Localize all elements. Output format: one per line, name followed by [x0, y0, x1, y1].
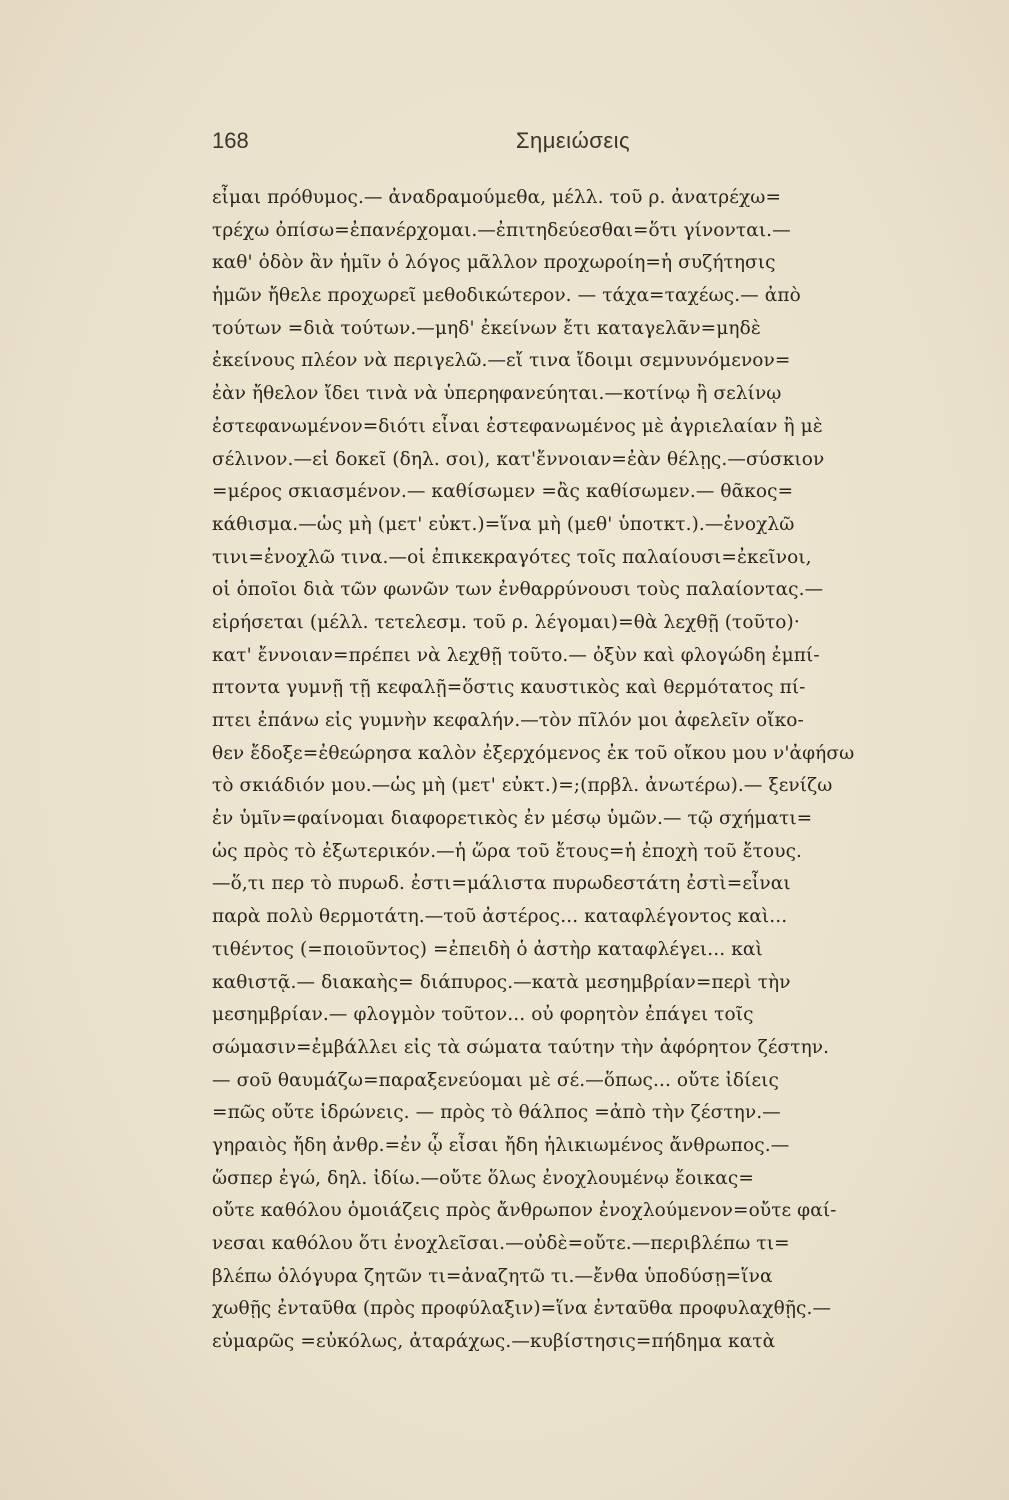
text-line: σέλινον.—εἰ δοκεῖ (δηλ. σοι), κατ'ἔννοιαν=ἐὰν θέλῃς.—σύσκιον	[212, 448, 825, 470]
text-line: μεσημβρίαν.— φλογμὸν τοῦτον... οὐ φορητὸν ἐπάγει τοῖς	[212, 1004, 754, 1026]
text-line: θεν ἔδοξε=ἐθεώρησα καλὸν ἐξερχόμενος ἐκ τοῦ οἴκου μου ν'ἀφήσω	[212, 742, 855, 764]
text-line: τὸ σκιάδιόν μου.—ὡς μὴ (μετ' εὐκτ.)=;(πρβλ. ἀνωτέρω).— ξενίζω	[212, 775, 833, 797]
text-line: οἱ ὁποῖοι διὰ τῶν φωνῶν των ἐνθαρρύνουσι τοὺς παλαίοντας.—	[212, 579, 824, 601]
text-line: εἶμαι πρόθυμος.— ἀναδραμούμεθα, μέλλ. τοῦ ρ. ἀνατρέχω=	[212, 187, 782, 208]
text-line: =μέρος σκιασμένον.— καθίσωμεν =ἂς καθίσωμεν.— θᾶκος=	[212, 481, 794, 503]
text-line: χωθῇς ἐνταῦθα (πρὸς προφύλαξιν)=ἵνα ἐνταῦθα προφυλαχθῇς.—	[212, 1298, 832, 1320]
text-line: γηραιὸς ἤδη ἀνθρ.=ἐν ᾧ εἶσαι ἤδη ἡλικιωμένος ἄνθρωπος.—	[212, 1134, 790, 1156]
text-line: ἡμῶν ἤθελε προχωρεῖ μεθοδικώτερον. — τάχα=ταχέως.— ἀπὸ	[212, 285, 801, 307]
text-line: τιθέντος (=ποιοῦντος) =ἐπειδὴ ὁ ἀστὴρ καταφλέγει... καὶ	[212, 938, 763, 960]
text-line: —ὅ,τι περ τὸ πυρωδ. ἐστι=μάλιστα πυρωδεστάτη ἐστὶ=εἶναι	[212, 873, 791, 895]
text-line: τρέχω ὀπίσω=ἐπανέρχομαι.—ἐπιτηδεύεσθαι=ὅτι γίνονται.—	[212, 219, 791, 241]
text-line: τινι=ἐνοχλῶ τινα.—οἱ ἐπικεκραγότες τοῖς παλαίουσι=ἐκεῖνοι,	[212, 546, 812, 568]
text-line: κάθισμα.—ὡς μὴ (μετ' εὐκτ.)=ἵνα μὴ (μεθ' ὑποτκτ.).—ἐνοχλῶ	[212, 513, 795, 535]
text-line: =πῶς οὔτε ἱδρώνεις. — πρὸς τὸ θάλπος =ἀπὸ τὴν ζέστην.—	[212, 1102, 781, 1124]
text-line: ἐν ὑμῖν=φαίνομαι διαφορετικὸς ἐν μέσῳ ὑμῶν.— τῷ σχήματι=	[212, 808, 813, 830]
text-line: εἰρήσεται (μέλλ. τετελεσμ. τοῦ ρ. λέγομαι)=θὰ λεχθῇ (τοῦτο)·	[212, 611, 800, 633]
text-line: βλέπω ὁλόγυρα ζητῶν τι=ἀναζητῶ τι.—ἔνθα ὑποδύσῃ=ἵνα	[212, 1265, 773, 1287]
text-line: οὔτε καθόλου ὁμοιάζεις πρὸς ἄνθρωπον ἐνοχλούμενον=οὔτε φαί-	[212, 1200, 837, 1222]
text-line: πτει ἐπάνω εἰς γυμνὴν κεφαλήν.—τὸν πῖλόν μοι ἀφελεῖν οἴκο-	[212, 710, 804, 731]
notes-body	[212, 182, 934, 1359]
text-line: καθιστᾷ.— διακαὴς= διάπυρος.—κατὰ μεσημβρίαν=περὶ τὴν	[212, 971, 791, 993]
page-number: 168	[212, 128, 249, 153]
text-line: ἐστεφανωμένον=διότι εἶναι ἐστεφανωμένος μὲ ἀγριελαίαν ἢ μὲ	[212, 415, 823, 437]
text-line: κατ' ἔννοιαν=πρέπει νὰ λεχθῇ τοῦτο.— ὀξὺν καὶ φλογώδη ἐμπί-	[212, 644, 820, 666]
running-title: Σημειώσεις	[515, 128, 631, 153]
text-line: ἐὰν ἤθελον ἴδει τινὰ νὰ ὑπερηφανεύηται.—κοτίνῳ ἢ σελίνῳ	[212, 383, 782, 405]
text-line: — σοῦ θαυμάζω=παραξενεύομαι μὲ σέ.—ὅπως... οὔτε ἰδίεις	[212, 1069, 779, 1091]
text-line: νεσαι καθόλου ὅτι ἐνοχλεῖσαι.—οὐδὲ=οὔτε.—περιβλέπω τι=	[212, 1233, 790, 1254]
text-line: ὡς πρὸς τὸ ἐξωτερικόν.—ἡ ὥρα τοῦ ἔτους=ἡ ἐποχὴ τοῦ ἔτους.	[212, 840, 803, 862]
text-line: παρὰ πολὺ θερμοτάτη.—τοῦ ἀστέρος... καταφλέγοντος καὶ...	[212, 906, 788, 928]
text-line: καθ' ὁδὸν ἂν ἡμῖν ὁ λόγος μᾶλλον προχωροίη=ἡ συζήτησις	[212, 252, 776, 274]
text-line: σώμασιν=ἐμβάλλει εἰς τὰ σώματα ταύτην τὴν ἀφόρητον ζέστην.	[212, 1036, 830, 1058]
text-line: τούτων =διὰ τούτων.—μηδ' ἐκείνων ἔτι καταγελᾶν=μηδὲ	[212, 317, 761, 339]
text-line: πτοντα γυμνῇ τῇ κεφαλῇ=ὅστις καυστικὸς καὶ θερμότατος πί-	[212, 677, 806, 699]
text-line: εὐμαρῶς =εὐκόλως, ἀταράχως.—κυβίστησις=πήδημα κατὰ	[212, 1331, 776, 1353]
text-line: ἐκείνους πλέον νὰ περιγελῶ.—εἴ τινα ἴδοιμι σεμνυνόμενον=	[212, 350, 791, 372]
running-head	[212, 128, 934, 168]
text-line: ὥσπερ ἐγώ, δηλ. ἰδίω.—οὔτε ὅλως ἐνοχλουμένῳ ἔοικας=	[212, 1167, 754, 1189]
